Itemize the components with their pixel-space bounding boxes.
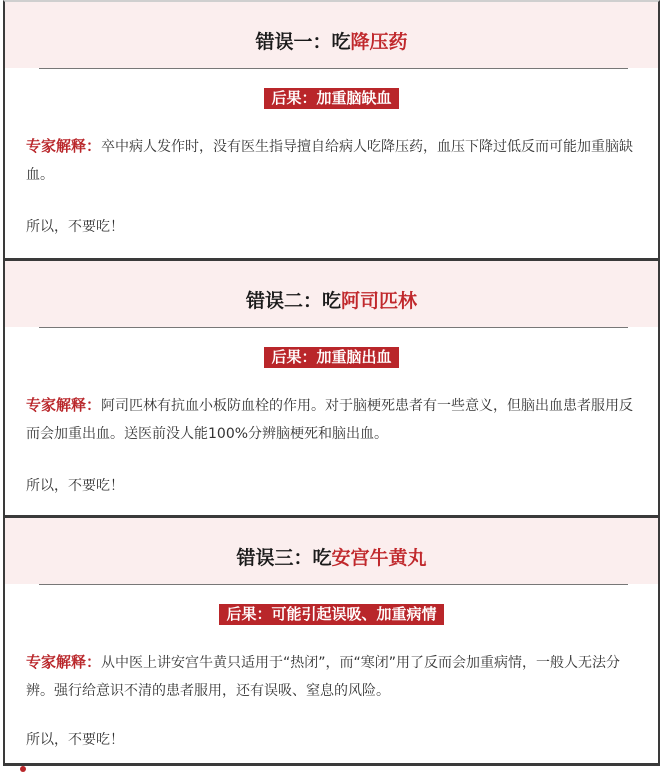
title-highlight: 降压药 — [350, 31, 408, 53]
consequence-row — [5, 88, 658, 109]
title-highlight: 阿司匹林 — [341, 290, 418, 312]
expert-explanation — [26, 391, 644, 448]
divider — [39, 327, 628, 328]
title-prefix: 错误三：吃 — [236, 547, 332, 569]
card-header — [5, 2, 658, 68]
card-header — [5, 261, 658, 327]
divider — [39, 68, 628, 69]
card-header — [5, 518, 658, 584]
dot-icon — [20, 766, 26, 772]
title-prefix: 错误一：吃 — [255, 31, 351, 53]
conclusion-text: 所以，不要吃！ — [26, 219, 124, 235]
title-highlight: 安宫牛黄丸 — [331, 547, 427, 569]
expert-label: 专家解释： — [26, 137, 102, 155]
mistake-card-3 — [3, 515, 660, 766]
consequence-badge: 后果：可能引起误吸、加重病情 — [219, 604, 443, 625]
title-prefix: 错误二：吃 — [245, 290, 341, 312]
expert-label: 专家解释： — [26, 653, 102, 671]
consequence-row — [5, 604, 658, 625]
consequence-badge: 后果：加重脑缺血 — [264, 88, 398, 109]
mistake-card-1 — [3, 0, 660, 258]
consequence-row — [5, 347, 658, 368]
expert-explanation — [26, 132, 644, 189]
mistake-card-2 — [3, 258, 660, 515]
expert-text: 阿司匹林有抗血小板防血栓的作用。对于脑梗死患者有一些意义，但脑出血患者服用反而会加重出血。送医前没人能100%分辨脑梗死和脑出血。 — [26, 398, 634, 442]
card-title — [5, 289, 658, 313]
footer-decoration — [20, 766, 50, 772]
divider — [39, 584, 628, 585]
card-title — [5, 30, 658, 54]
card-title — [5, 546, 658, 570]
conclusion-text: 所以，不要吃！ — [26, 478, 124, 494]
expert-label: 专家解释： — [26, 396, 102, 414]
consequence-badge: 后果：加重脑出血 — [264, 347, 398, 368]
expert-text: 卒中病人发作时，没有医生指导擅自给病人吃降压药，血压下降过低反而可能加重脑缺血。 — [26, 139, 634, 183]
expert-explanation — [26, 648, 644, 705]
expert-text: 从中医上讲安宫牛黄只适用于“热闭”，而“寒闭”用了反而会加重病情，一般人无法分辨。强行给意识不清的患者服用，还有误吸、窒息的风险。 — [26, 655, 621, 699]
conclusion-text: 所以，不要吃！ — [26, 732, 124, 748]
